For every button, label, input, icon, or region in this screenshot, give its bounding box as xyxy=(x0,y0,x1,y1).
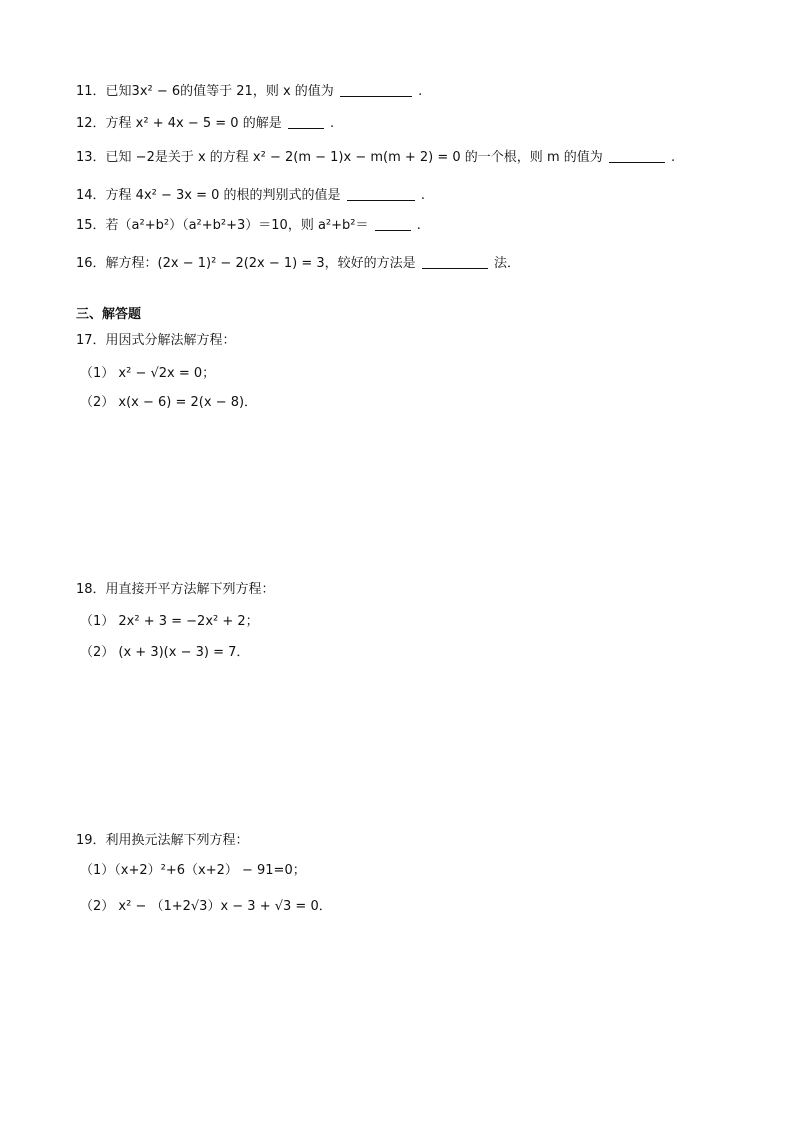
question-13 xyxy=(76,148,675,168)
answer-blank[interactable] xyxy=(288,114,324,129)
question-15-text: 15．若（a²+b²）（a²+b²+3）＝10，则 a²+b²＝ xyxy=(76,218,369,233)
question-16 xyxy=(76,254,520,274)
answer-blank[interactable] xyxy=(375,216,411,231)
answer-blank[interactable] xyxy=(422,254,488,269)
question-14 xyxy=(76,186,425,206)
question-11 xyxy=(76,82,422,102)
question-17-stem: 17．用因式分解法解方程： xyxy=(76,333,236,348)
question-13-text: 13．已知 −2是关于 x 的方程 x² − 2(m − 1)x − m(m + 2) = 0 的一个根，则 m 的值为 xyxy=(76,150,603,165)
answer-blank[interactable] xyxy=(340,82,412,97)
question-13-end: . xyxy=(671,150,676,165)
question-18-part-2: （2） (x + 3)(x − 3) = 7． xyxy=(80,645,250,660)
question-17-part-1: （1） x² − √2x = 0； xyxy=(80,366,216,381)
question-19-part-1: （1）（x+2）²+6（x+2） − 91=0； xyxy=(80,863,306,878)
question-12-text: 12．方程 x² + 4x − 5 = 0 的解是 xyxy=(76,116,282,131)
question-12 xyxy=(76,114,334,134)
question-11-end: . xyxy=(418,84,423,99)
question-12-end: . xyxy=(329,116,335,131)
question-14-end: . xyxy=(420,188,425,203)
question-18-stem: 18．用直接开平方法解下列方程： xyxy=(76,582,275,597)
answer-blank[interactable] xyxy=(609,148,665,163)
question-16-end: 法． xyxy=(493,256,520,271)
question-15 xyxy=(76,216,421,236)
question-18-part-1: （1） 2x² + 3 = −2x² + 2； xyxy=(80,614,259,629)
question-15-end: . xyxy=(416,218,421,233)
question-14-text: 14．方程 4x² − 3x = 0 的根的判别式的值是 xyxy=(76,188,341,203)
section-heading: 三、解答题 xyxy=(76,307,142,322)
question-11-text: 11．已知3x² − 6的值等于 21，则 x 的值为 xyxy=(76,84,334,99)
question-17-part-2: （2） x(x − 6) = 2(x − 8)． xyxy=(80,395,258,410)
question-19-part-2: （2） x² − （1+2√3）x − 3 + √3 = 0． xyxy=(80,899,332,914)
question-19-stem: 19．利用换元法解下列方程： xyxy=(76,833,249,848)
question-16-text: 16．解方程：(2x − 1)² − 2(2x − 1) = 3，较好的方法是 xyxy=(76,256,416,271)
answer-blank[interactable] xyxy=(347,186,415,201)
